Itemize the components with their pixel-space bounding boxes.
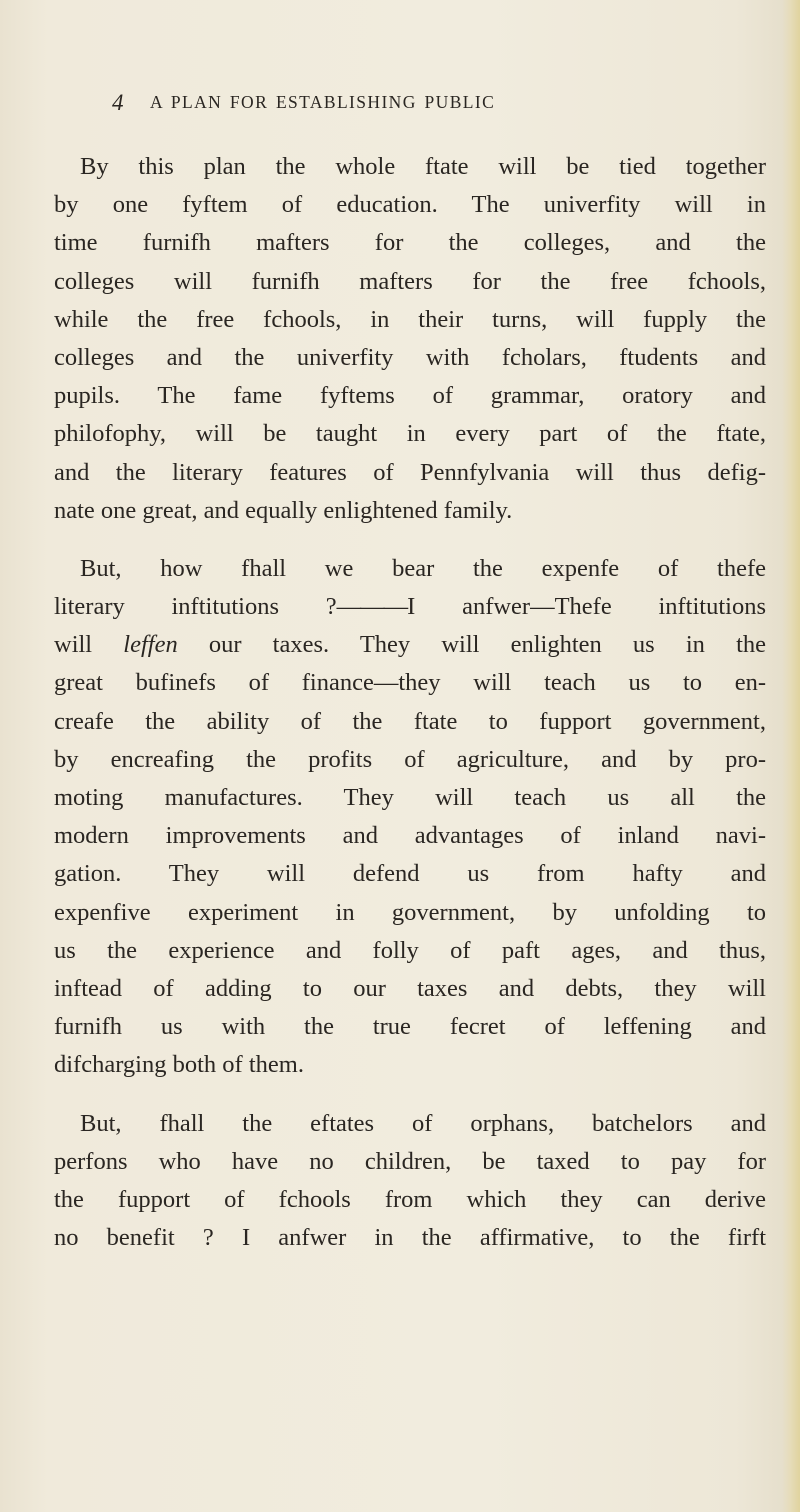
text-line: gation. They will defend us from hafty and <box>54 860 766 888</box>
text-line: by encreafing the profits of agriculture, and by pro- <box>54 745 766 773</box>
paragraph-2 <box>54 550 766 1085</box>
page-number: 4 <box>112 90 124 115</box>
text-line: time furnifh mafters for the colleges, and the <box>54 229 766 257</box>
page-body <box>54 148 766 1257</box>
text-line: great bufinefs of finance—they will teach us to en- <box>54 669 766 697</box>
text-line: inftead of adding to our taxes and debts, they will <box>54 974 766 1002</box>
italic-word: leffen <box>123 631 178 659</box>
text-line: and the literary features of Pennfylvania will thus defig- <box>54 458 766 486</box>
text-line: us the experience and folly of paft ages, and thus, <box>54 936 766 964</box>
running-head: A PLAN FOR ESTABLISHING PUBLIC <box>150 92 496 112</box>
paragraph-spacer <box>54 1085 766 1105</box>
text-line: difcharging both of them. <box>54 1051 304 1079</box>
text-line: expenfive experiment in government, by unfolding to <box>54 898 766 926</box>
text-span: our taxes. They will enlighten us in the <box>177 631 767 659</box>
text-line <box>54 626 766 664</box>
page-edge-shadow <box>782 0 800 1512</box>
paragraph-1 <box>54 148 766 530</box>
text-line: the fupport of fchools from which they can derive <box>54 1185 766 1213</box>
text-line: creafe the ability of the ftate to fupport government, <box>54 707 766 735</box>
paragraph-spacer <box>54 530 766 550</box>
em-dash-rule: ——— <box>336 593 408 621</box>
text-line: moting manufactures. They will teach us all the <box>54 784 766 811</box>
page-header <box>112 90 752 120</box>
text-line: colleges will furnifh mafters for the free fchools, <box>54 267 766 295</box>
text-line: modern improvements and advantages of inland navi- <box>54 822 766 850</box>
text-line: colleges and the univerfity with fcholars, ftudents and <box>54 343 766 371</box>
text-line: while the free fchools, in their turns, will fupply the <box>54 305 766 333</box>
text-line: nate one great, and equally enlightened family. <box>54 496 513 524</box>
text-line: pupils. The fame fyftems of grammar, oratory and <box>54 382 766 410</box>
text-span: will <box>54 631 124 659</box>
text-line: But, fhall the eftates of orphans, batchelors and <box>80 1109 766 1137</box>
text-line: By this plan the whole ftate will be tied together <box>80 153 766 180</box>
text-line: no benefit ? I anfwer in the affirmative, to the firft <box>54 1224 766 1252</box>
text-line <box>54 588 766 626</box>
text-line: furnifh us with the true fecret of leffening and <box>54 1013 766 1041</box>
text-span: I anfwer—Thefe inftitutions <box>407 593 766 621</box>
paragraph-3 <box>54 1105 766 1258</box>
text-line: perfons who have no children, be taxed to pay for <box>54 1147 766 1175</box>
text-line: But, how fhall we bear the expenfe of thefe <box>80 554 766 582</box>
text-span: literary inftitutions ? <box>54 593 337 621</box>
text-line: philofophy, will be taught in every part of the ftate, <box>54 420 766 448</box>
text-line: by one fyftem of education. The univerfity will in <box>54 191 766 219</box>
